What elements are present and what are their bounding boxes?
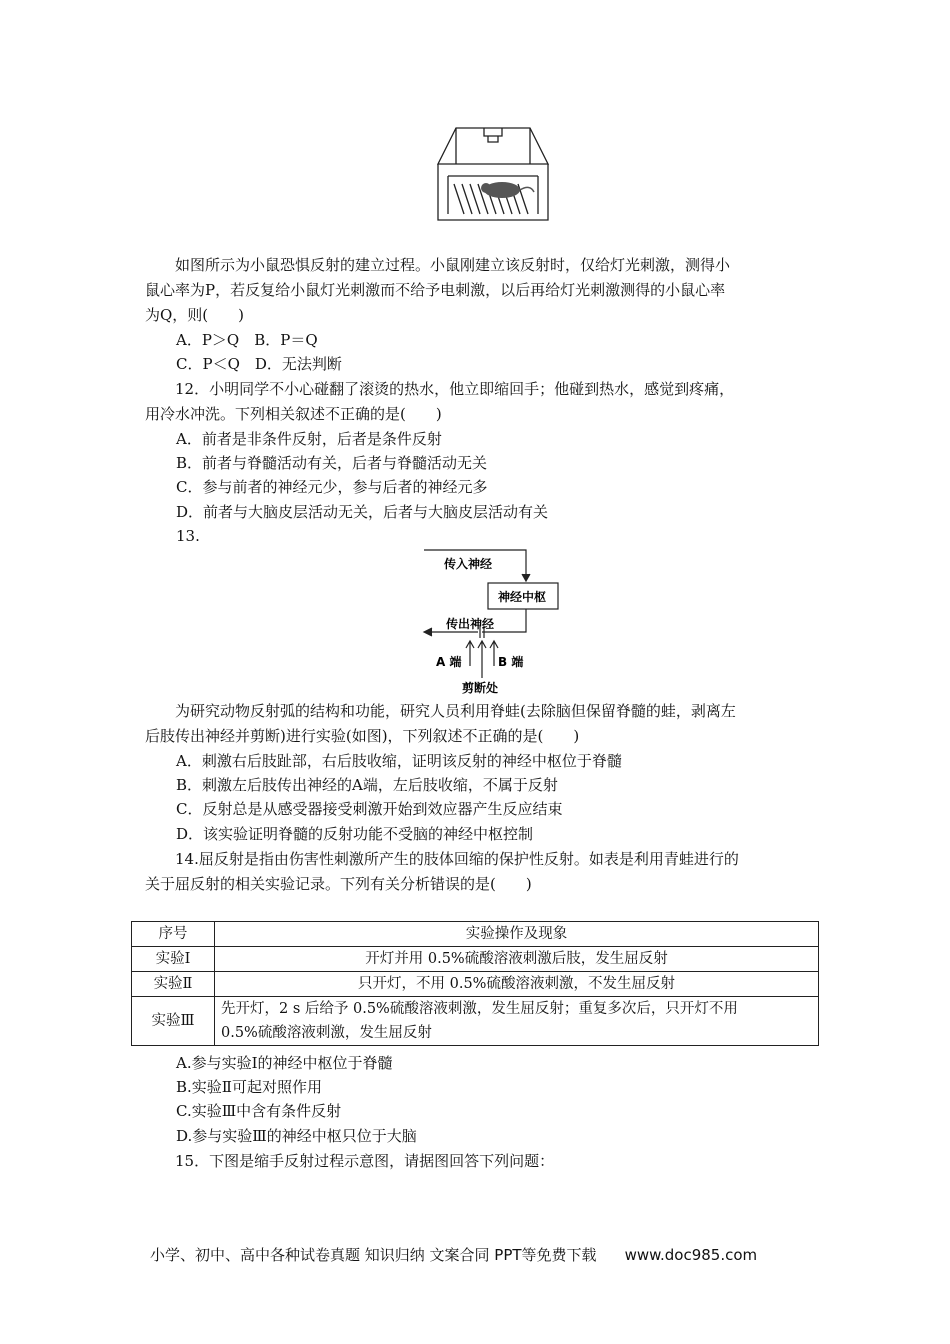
afferent-nerve-label: 传入神经 <box>444 557 493 571</box>
page-footer <box>150 1244 757 1265</box>
q14-option-a: A.参与实验Ⅰ的神经中枢位于脊髓 <box>176 1054 393 1072</box>
end-a-label: A 端 <box>436 655 462 669</box>
table-cell-id: 实验Ⅱ <box>132 972 215 997</box>
q12-stem-line2: 用冷水冲洗。下列相关叙述不正确的是( ) <box>145 405 442 423</box>
table-row <box>132 997 819 1046</box>
table-header-row <box>132 922 819 947</box>
table-header-id: 序号 <box>132 922 215 947</box>
efferent-nerve-label: 传出神经 <box>446 617 495 631</box>
experiment-table <box>131 921 819 1046</box>
q12-option-a: A．前者是非条件反射，后者是条件反射 <box>176 430 442 448</box>
mouse-box-figure <box>434 124 552 224</box>
table-cell-text <box>215 997 819 1046</box>
q11-stem-line2: 鼠心率为P，若反复给小鼠灯光刺激而不给予电刺激，以后再给灯光刺激测得的小鼠心率 <box>145 281 726 299</box>
table-row <box>132 947 819 972</box>
q12-option-c: C．参与前者的神经元少，参与后者的神经元多 <box>176 478 488 496</box>
end-b-label: B 端 <box>498 655 524 669</box>
footer-url[interactable]: www.doc985.com <box>624 1246 758 1264</box>
table-cell-text-line2: 0.5%硫酸溶液刺激，发生屈反射 <box>221 1025 432 1041</box>
q13-option-b: B．刺激左后肢传出神经的A端，左后肢收缩，不属于反射 <box>176 776 558 794</box>
table-cell-id: 实验Ⅰ <box>132 947 215 972</box>
q15-stem: 15．下图是缩手反射过程示意图，请据图回答下列问题： <box>175 1152 555 1170</box>
q13-option-d: D．该实验证明脊髓的反射功能不受脑的神经中枢控制 <box>176 825 534 843</box>
table-header-operation: 实验操作及现象 <box>215 922 819 947</box>
q12-stem-line1: 12．小明同学不小心碰翻了滚烫的热水，他立即缩回手；他碰到热水，感觉到疼痛， <box>175 380 735 398</box>
table-cell-text: 只开灯，不用 0.5%硫酸溶液刺激，不发生屈反射 <box>215 972 819 997</box>
cut-point-label: 剪断处 <box>462 681 499 695</box>
q12-option-d: D．前者与大脑皮层活动无关，后者与大脑皮层活动有关 <box>176 503 549 521</box>
q13-number: 13. <box>176 527 200 545</box>
q13-stem-line2: 后肢传出神经并剪断)进行实验(如图)，下列叙述不正确的是( ) <box>145 727 580 745</box>
q13-option-a: A．刺激右后肢趾部，右后肢收缩，证明该反射的神经中枢位于脊髓 <box>176 752 622 770</box>
q11-option-cd: C．P＜Q D．无法判断 <box>176 355 342 373</box>
q14-option-d: D.参与实验Ⅲ的神经中枢只位于大脑 <box>176 1127 417 1145</box>
table-cell-id: 实验Ⅲ <box>132 997 215 1046</box>
q11-option-ab: A．P＞Q B．P＝Q <box>176 331 318 349</box>
table-row <box>132 972 819 997</box>
q14-stem-line2: 关于屈反射的相关实验记录。下列有关分析错误的是( ) <box>145 875 532 893</box>
q14-option-b: B.实验Ⅱ可起对照作用 <box>176 1078 322 1096</box>
nerve-center-label: 神经中枢 <box>498 590 547 604</box>
reflex-arc-diagram <box>410 546 570 696</box>
q14-stem-line1: 14.屈反射是指由伤害性刺激所产生的肢体回缩的保护性反射。如表是利用青蛙进行的 <box>175 850 739 868</box>
q11-stem-line1: 如图所示为小鼠恐惧反射的建立过程。小鼠刚建立该反射时，仅给灯光刺激，测得小 <box>175 256 731 274</box>
q11-stem-line3: 为Q，则( ) <box>145 306 245 324</box>
q13-stem-line1: 为研究动物反射弧的结构和功能，研究人员利用脊蛙(去除脑但保留脊髓的蛙，剥离左 <box>175 702 736 720</box>
table-cell-text-line1: 先开灯，2 s 后给予 0.5%硫酸溶液刺激，发生屈反射；重复多次后，只开灯不用 <box>221 1001 738 1017</box>
footer-text: 小学、初中、高中各种试卷真题 知识归纳 文案合同 PPT等免费下载 <box>150 1246 597 1264</box>
table-cell-text: 开灯并用 0.5%硫酸溶液刺激后肢，发生屈反射 <box>215 947 819 972</box>
q14-option-c: C.实验Ⅲ中含有条件反射 <box>176 1102 342 1120</box>
q13-option-c: C．反射总是从感受器接受刺激开始到效应器产生反应结束 <box>176 800 563 818</box>
q12-option-b: B．前者与脊髓活动有关，后者与脊髓活动无关 <box>176 454 488 472</box>
